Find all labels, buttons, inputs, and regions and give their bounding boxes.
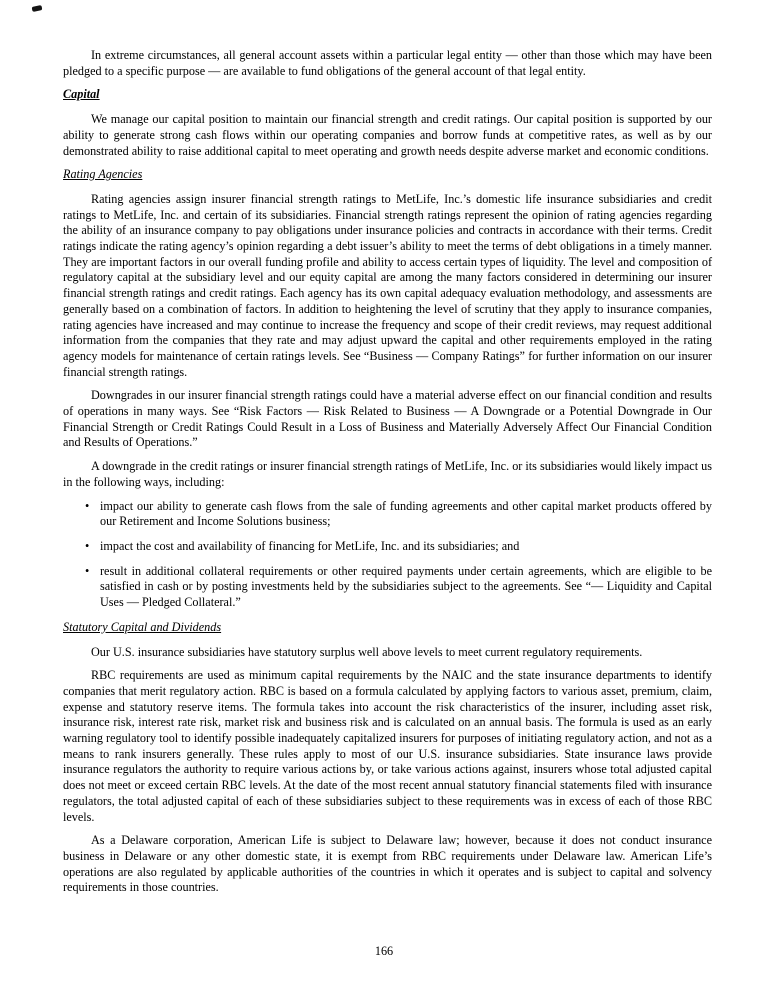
intro-paragraph: In extreme circumstances, all general account assets within a particular legal entity — other than those which may have been pledged to a specific purpose — are available to fund obligations of the general account of that legal entity. [63, 48, 712, 78]
rating-agencies-heading: Rating Agencies [63, 167, 143, 182]
bullet-item [63, 499, 712, 530]
page-number: 166 [374, 944, 394, 958]
bullet-marker: • [85, 538, 90, 553]
bullet-marker: • [85, 563, 90, 578]
bullet-list [63, 499, 712, 611]
scan-artifact [32, 5, 43, 12]
bullet-text: result in additional collateral requirements or other required payments under certain agreements, which are eligible to be satisfied in cash or by posting investments held by the subsidiaries subject to the agreements. See “— Liquidity and Capital Uses — Pledged Collateral.” [100, 563, 712, 610]
rating-agencies-paragraph: Rating agencies assign insurer financial strength ratings to MetLife, Inc.’s domestic life insurance subsidiaries and credit ratings to MetLife, Inc. and certain of its subsidiaries. Financial strength ratings represent the opinion of rating agencies regarding the ability of an insurance company to pay obligations under insurance policies and contracts in accordance with their terms. Credit ratings indicate the rating agency’s opinion regarding a debt issuer’s ability to meet the terms of debt obligations in a timely manner. They are important factors in our overall funding profile and ability to access certain types of liquidity. The level and composition of regulatory capital at the subsidiary level and our equity capital are among the many factors considered in determining our insurer financial strength ratings and credit ratings. Each agency has its own capital adequacy evaluation methodology, and assessments are generally based on a combination of factors. In addition to heightening the level of scrutiny that they apply to insurance companies, rating agencies have increased and may continue to increase the frequency and scope of their credit reviews, may request additional information from the companies that they rate and may adjust upward the capital and other requirements employed in the rating agency models for maintenance of certain ratings levels. See “Business — Company Ratings” for further information on our insurer financial strength ratings. [63, 191, 712, 379]
bullet-text: impact the cost and availability of financing for MetLife, Inc. and its subsidiaries; and [100, 538, 520, 553]
bullet-text: impact our ability to generate cash flows from the sale of funding agreements and other capital market products offered by our Retirement and Income Solutions business; [100, 498, 712, 529]
bullet-item [63, 539, 712, 555]
downgrades-paragraph: Downgrades in our insurer financial strength ratings could have a material adverse effect on our financial condition and results of operations in many ways. See “Risk Factors — Risk Related to Business — A Downgrade or a Potential Downgrade in Our Financial Strength or Credit Ratings Could Result in a Loss of Business and Materially Adversely Affect Our Financial Condition and Results of Operations.” [63, 388, 712, 450]
capital-paragraph: We manage our capital position to maintain our financial strength and credit ratings. Our capital position is supported by our ability to generate strong cash flows within our operating companies and borrow funds at competitive rates, as well as by our demonstrated ability to raise additional capital to meet operating and growth needs despite adverse market and economic conditions. [63, 112, 712, 158]
bullet-marker: • [85, 498, 90, 513]
downgrade-impact-paragraph: A downgrade in the credit ratings or insurer financial strength ratings of MetLife, Inc. or its subsidiaries would likely impact us in the following ways, including: [63, 459, 712, 489]
bullet-item [63, 564, 712, 611]
statutory-capital-heading: Statutory Capital and Dividends [63, 619, 222, 634]
capital-heading: Capital [63, 87, 100, 102]
rbc-requirements-paragraph: RBC requirements are used as minimum capital requirements by the NAIC and the state insurance departments to identify companies that merit regulatory action. RBC is based on a formula calculated by applying factors to various asset, premium, claim, expense and statutory reserve items. The formula takes into account the risk characteristics of the insurer, including asset risk, insurance risk, interest rate risk, market risk and business risk and is calculated on an annual basis. The formula is used as an early warning regulatory tool to identify possible inadequately capitalized insurers for purposes of initiating regulatory action, and not as a means to rank insurers generally. These rules apply to most of our U.S. insurance subsidiaries. State insurance laws provide insurance regulators the authority to require various actions by, or take various actions against, insurers whose total adjusted capital does not meet or exceed certain RBC levels. At the date of the most recent annual statutory financial statements filed with insurance regulators, the total adjusted capital of each of these subsidiaries subject to these requirements was in excess of each of those RBC levels. [63, 668, 712, 824]
american-life-paragraph: As a Delaware corporation, American Life is subject to Delaware law; however, because it does not conduct insurance business in Delaware or any other domestic state, it is exempt from RBC requirements under Delaware law. American Life’s operations are also regulated by applicable authorities of the countries in which it operates and is subject to capital and solvency requirements in those countries. [63, 833, 712, 895]
statutory-surplus-paragraph: Our U.S. insurance subsidiaries have statutory surplus well above levels to meet current regulatory requirements. [91, 644, 643, 659]
